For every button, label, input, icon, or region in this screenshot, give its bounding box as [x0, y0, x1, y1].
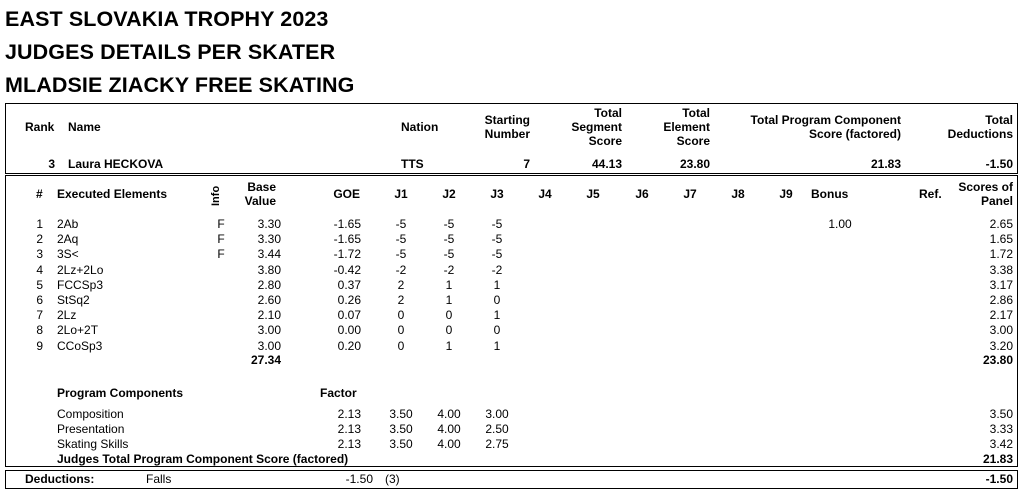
element-j1: -5	[395, 232, 407, 246]
element-goe: -1.72	[333, 247, 361, 261]
element-score: 3.38	[989, 263, 1013, 277]
element-info: F	[217, 247, 225, 261]
element-j2: -5	[443, 247, 455, 261]
j7-header: J7	[683, 187, 697, 201]
skater-total-element-score: 23.80	[679, 157, 710, 171]
ref-header: Ref.	[919, 187, 942, 201]
element-j1: -5	[395, 217, 407, 231]
name-header: Name	[68, 120, 101, 134]
base-header-1: Base	[247, 180, 276, 194]
scores-of-panel-header-2: Panel	[980, 194, 1013, 208]
component-score: 3.42	[989, 437, 1013, 451]
component-j1: 3.50	[389, 407, 413, 421]
element-j3: -2	[491, 263, 503, 277]
j1-header: J1	[394, 187, 408, 201]
element-goe: 0.26	[337, 293, 361, 307]
element-score: 3.00	[989, 323, 1013, 337]
tss-header-1: Total	[594, 106, 622, 120]
element-goe: 0.20	[337, 339, 361, 353]
element-code: CCoSp3	[57, 339, 103, 353]
component-score: 3.50	[989, 407, 1013, 421]
rank-header: Rank	[25, 120, 55, 134]
deductions-label: Deductions:	[25, 472, 95, 486]
element-j1: 0	[397, 308, 405, 322]
element-base-value: 3.00	[257, 323, 281, 337]
element-j2: 1	[445, 293, 453, 307]
element-j1: 2	[397, 278, 405, 292]
element-j1: -5	[395, 247, 407, 261]
element-j1: 2	[397, 293, 405, 307]
report-title: JUDGES DETAILS PER SKATER	[5, 40, 336, 64]
element-goe: 0.37	[337, 278, 361, 292]
element-score: 1.72	[989, 247, 1013, 261]
component-name: Composition	[57, 407, 124, 421]
factor-heading: Factor	[320, 386, 357, 400]
element-code: 2Lo+2T	[57, 323, 99, 337]
element-j3: 1	[493, 339, 501, 353]
component-j2: 4.00	[437, 437, 461, 451]
element-code: 3S<	[57, 247, 79, 261]
info-header: Info	[210, 185, 222, 206]
element-j3: 1	[493, 308, 501, 322]
component-factor: 2.13	[337, 437, 361, 451]
element-code: FCCSp3	[57, 278, 104, 292]
element-score: 3.17	[989, 278, 1013, 292]
component-j1: 3.50	[389, 422, 413, 436]
element-base-value: 2.80	[257, 278, 281, 292]
j5-header: J5	[586, 187, 600, 201]
element-j2: 1	[445, 339, 453, 353]
element-j3: 1	[493, 278, 501, 292]
element-base-value: 2.10	[257, 308, 281, 322]
element-score: 3.20	[989, 339, 1013, 353]
num-header: #	[36, 187, 43, 201]
element-base-value: 2.60	[257, 293, 281, 307]
deductions-total: -1.50	[985, 472, 1013, 486]
element-j2: -2	[443, 263, 455, 277]
element-j1: 0	[397, 339, 405, 353]
deduction-value: -1.50	[345, 472, 373, 486]
element-base-value: 3.30	[257, 232, 281, 246]
element-info: F	[217, 232, 225, 246]
deduction-type: Falls	[146, 472, 172, 486]
component-j2: 4.00	[437, 407, 461, 421]
j3-header: J3	[490, 187, 504, 201]
component-name: Presentation	[57, 422, 125, 436]
starting-header-2: Number	[484, 127, 530, 141]
base-header-2: Value	[244, 194, 276, 208]
element-j2: -5	[443, 217, 455, 231]
component-factor: 2.13	[337, 407, 361, 421]
element-num: 6	[36, 293, 43, 307]
deductions-header-1: Total	[985, 113, 1013, 127]
element-code: 2Ab	[57, 217, 79, 231]
element-num: 1	[36, 217, 43, 231]
skater-total-deductions: -1.50	[985, 157, 1013, 171]
component-j3: 2.75	[485, 437, 509, 451]
program-components-heading: Program Components	[57, 386, 184, 400]
tes-header-2: Element	[663, 120, 710, 134]
skater-nation: TTS	[401, 157, 424, 171]
element-num: 9	[36, 339, 43, 353]
executed-elements-header: Executed Elements	[57, 187, 168, 201]
element-base-value: 3.00	[257, 339, 281, 353]
element-base-value: 3.30	[257, 217, 281, 231]
tss-header-3: Score	[588, 134, 622, 148]
component-j3: 3.00	[485, 407, 509, 421]
element-num: 8	[36, 323, 43, 337]
elements-score-total: 23.80	[982, 353, 1013, 367]
element-code: 2Lz	[57, 308, 77, 322]
component-j2: 4.00	[437, 422, 461, 436]
skater-total-segment-score: 44.13	[591, 157, 622, 171]
tss-header-2: Segment	[571, 120, 622, 134]
element-goe: -0.42	[333, 263, 361, 277]
element-j3: 0	[493, 293, 501, 307]
element-bonus: 1.00	[828, 217, 852, 231]
pcs-header-1: Total Program Component	[750, 113, 901, 127]
element-code: 2Aq	[57, 232, 79, 246]
component-j1: 3.50	[389, 437, 413, 451]
skater-total-pcs: 21.83	[870, 157, 901, 171]
element-j2: 0	[445, 323, 453, 337]
element-score: 2.86	[989, 293, 1013, 307]
element-j3: 0	[493, 323, 501, 337]
element-code: StSq2	[57, 293, 90, 307]
j8-header: J8	[731, 187, 745, 201]
j2-header: J2	[442, 187, 456, 201]
component-factor: 2.13	[337, 422, 361, 436]
pcs-total-value: 21.83	[982, 452, 1013, 466]
competition-title: EAST SLOVAKIA TROPHY 2023	[5, 7, 329, 31]
element-goe: -1.65	[333, 217, 361, 231]
element-j2: 0	[445, 308, 453, 322]
component-score: 3.33	[989, 422, 1013, 436]
base-value-total: 27.34	[250, 353, 281, 367]
deduction-count: (3)	[385, 472, 400, 486]
element-score: 1.65	[989, 232, 1013, 246]
element-base-value: 3.80	[257, 263, 281, 277]
element-info: F	[217, 217, 225, 231]
tes-header-1: Total	[682, 106, 710, 120]
goe-header: GOE	[333, 187, 360, 201]
tes-header-3: Score	[676, 134, 710, 148]
element-num: 7	[36, 308, 43, 322]
pcs-header-2: Score (factored)	[808, 127, 901, 141]
element-num: 4	[36, 263, 43, 277]
j4-header: J4	[538, 187, 552, 201]
element-code: 2Lz+2Lo	[57, 263, 104, 277]
element-num: 2	[36, 232, 43, 246]
j6-header: J6	[635, 187, 649, 201]
element-j3: -5	[491, 232, 503, 246]
starting-header-1: Starting	[484, 113, 530, 127]
element-j2: -5	[443, 232, 455, 246]
component-j3: 2.50	[485, 422, 509, 436]
skater-rank: 3	[48, 157, 55, 171]
pcs-total-label: Judges Total Program Component Score (factored)	[57, 452, 349, 466]
element-goe: 0.07	[337, 308, 361, 322]
element-goe: -1.65	[333, 232, 361, 246]
element-score: 2.65	[989, 217, 1013, 231]
segment-title: MLADSIE ZIACKY FREE SKATING	[5, 73, 355, 97]
component-name: Skating Skills	[57, 437, 129, 451]
bonus-header: Bonus	[811, 187, 849, 201]
j9-header: J9	[779, 187, 793, 201]
element-j3: -5	[491, 217, 503, 231]
element-num: 5	[36, 278, 43, 292]
skater-name: Laura HECKOVA	[68, 157, 164, 171]
element-goe: 0.00	[337, 323, 361, 337]
nation-header: Nation	[401, 120, 439, 134]
element-j2: 1	[445, 278, 453, 292]
element-j1: 0	[397, 323, 405, 337]
skater-starting-number: 7	[523, 157, 530, 171]
deductions-header-2: Deductions	[947, 127, 1013, 141]
element-j3: -5	[491, 247, 503, 261]
element-num: 3	[36, 247, 43, 261]
element-j1: -2	[395, 263, 407, 277]
element-score: 2.17	[989, 308, 1013, 322]
element-base-value: 3.44	[257, 247, 281, 261]
scores-of-panel-header-1: Scores of	[958, 180, 1013, 194]
